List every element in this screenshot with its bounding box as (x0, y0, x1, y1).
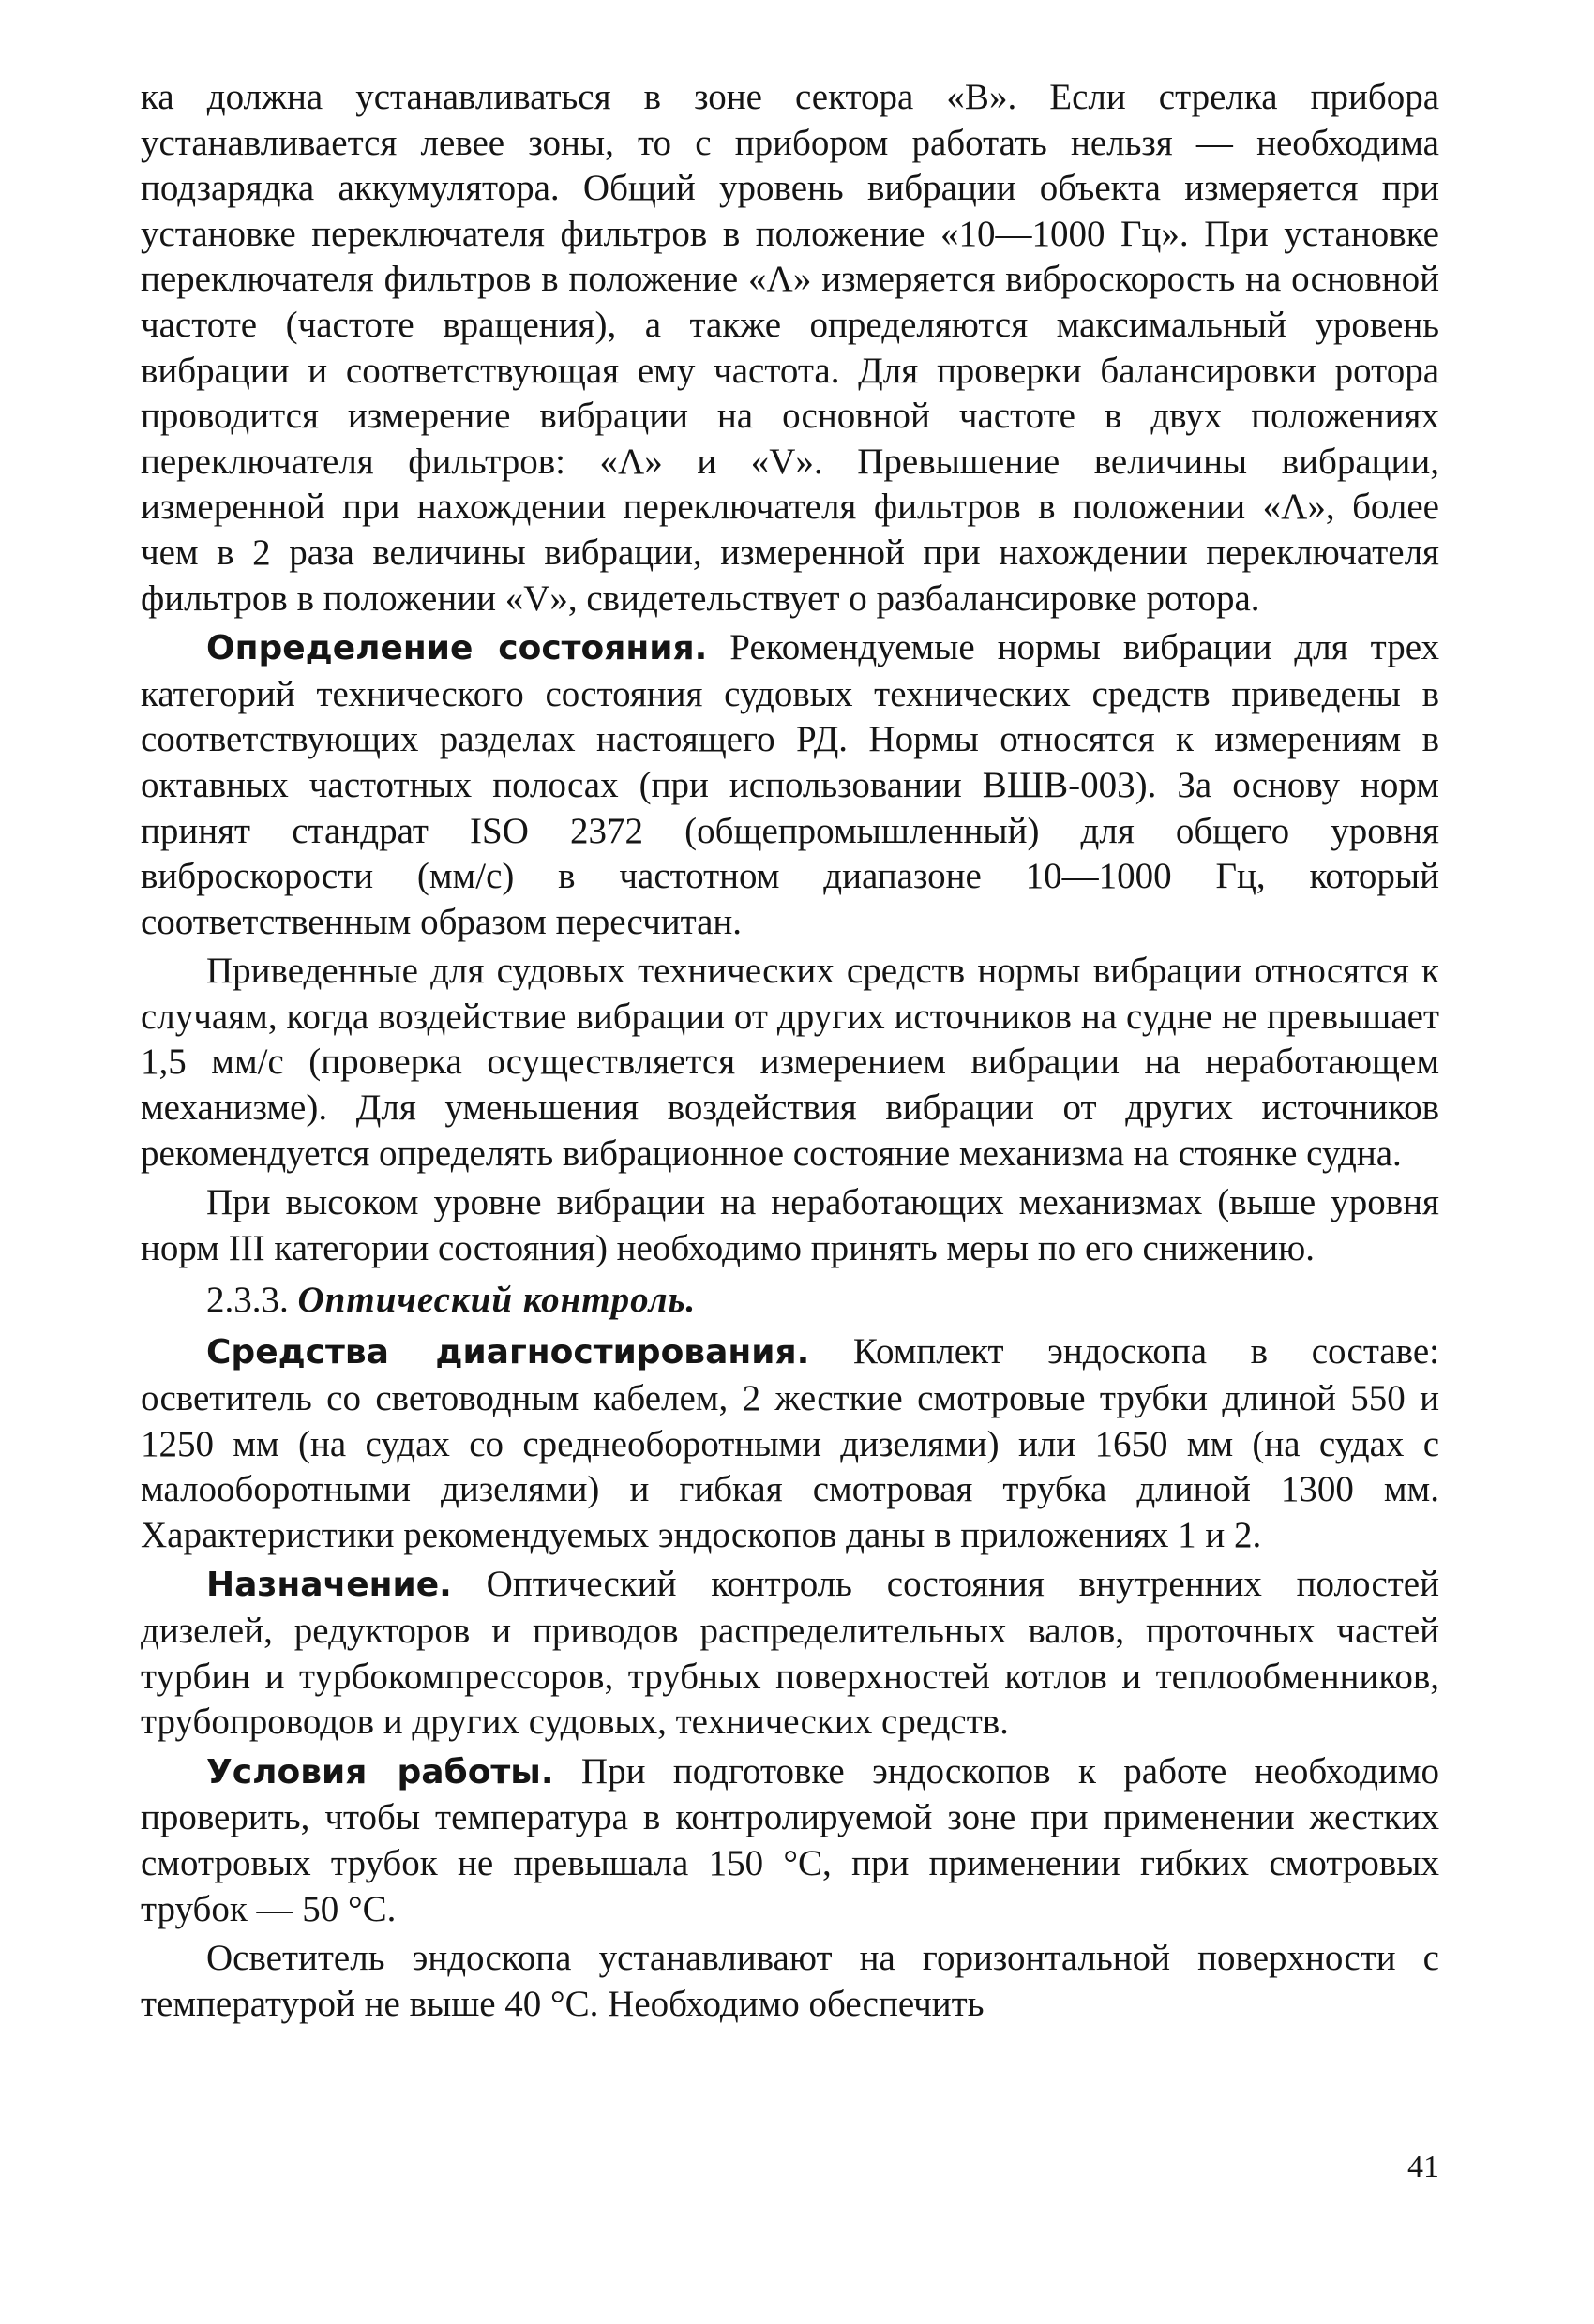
section-paragraph-1-text: Комплект эндоскопа в составе: осветитель со световодным кабелем, 2 жесткие смотровые трубки длиной 550 и 1250 мм (на судах со среднеоборотными дизелями) или 1650 мм (на судах с малооборотными дизелями) и гибкая смотровая трубка длиной 1300 мм. Характеристики рекомендуемых эндоскопов даны в приложениях 1 и 2. (141, 1331, 1439, 1555)
paragraph-2-text: Рекомендуемые нормы вибрации для трех категорий технического состояния судовых технических средств приведены в соответствующих разделах настоящего РД. Нормы относятся к измерениям в октавных частотных полосах (при использовании ВШВ-003). За основу норм принят стандрат ISO 2372 (общепромышленный) для общего уровня виброскорости (мм/с) в частотном диапазоне 10—1000 Гц, который соответственным образом пересчитан. (141, 627, 1439, 942)
section-paragraph-3-lead: Условия работы. (206, 1752, 554, 1792)
section-paragraph-4-text: Осветитель эндоскопа устанавливают на горизонтальной поверхности с температурой не выше 40 °С. Необходимо обеспечить (141, 1938, 1439, 2024)
paragraph-2-lead: Определение состояния. (206, 629, 708, 668)
document-page (141, 75, 1439, 2027)
page-number: 41 (1407, 2150, 1439, 2184)
paragraph-4 (141, 1180, 1439, 1271)
section-number: 2.3.3. (206, 1280, 289, 1321)
section-paragraph-1-lead: Средства диагностирования. (206, 1333, 810, 1372)
paragraph-3 (141, 949, 1439, 1177)
section-title: Оптический контроль. (297, 1280, 697, 1321)
section-heading (141, 1277, 1439, 1324)
section-paragraph-2 (141, 1562, 1439, 1745)
paragraph-1 (141, 75, 1439, 622)
section-paragraph-2-lead: Назначение. (206, 1566, 452, 1605)
section-paragraph-2-text: Оптический контроль состояния внутренних полостей дизелей, редукторов и приводов распределительных валов, проточных частей турбин и турбокомпрессоров, трубных поверхностей котлов и теплообменников, трубопроводов и других судовых, технических средств. (141, 1564, 1439, 1743)
paragraph-1-text: ка должна устанавливаться в зоне сектора «В». Если стрелка прибора устанавливается левее зоны, то с прибором работать нельзя — необходима подзарядка аккумулятора. Общий уровень вибрации объекта измеряется при установке переключателя фильтров в положение «10—1000 Гц». При установке переключателя фильтров в положение «Λ» измеряется виброскорость на основной частоте (частоте вращения), а также определяются максимальный уровень вибрации и соответствующая ему частота. Для проверки балансировки ротора проводится измерение вибрации на основной частоте в двух положениях переключателя фильтров: «Λ» и «V». Превышение величины вибрации, измеренной при нахождении переключателя фильтров в положении «Λ», более чем в 2 раза величины вибрации, измеренной при нахождении переключателя фильтров в положении «V», свидетельствует о разбалансировке ротора. (141, 77, 1439, 619)
paragraph-4-text: При высоком уровне вибрации на неработающих механизмах (выше уровня норм III категории состояния) необходимо принять меры по его снижению. (141, 1182, 1439, 1268)
section-paragraph-1 (141, 1329, 1439, 1558)
section-paragraph-4 (141, 1936, 1439, 2027)
section-paragraph-3-text: При подготовке эндоскопов к работе необходимо проверить, чтобы температура в контролируемой зоне при применении жестких смотровых трубок не превышала 150 °С, при применении гибких смотровых трубок — 50 °С. (141, 1750, 1439, 1929)
section-paragraph-3 (141, 1749, 1439, 1932)
paragraph-3-text: Приведенные для судовых технических средств нормы вибрации относятся к случаям, когда воздействие вибрации от других источников на судне не превышает 1,5 мм/с (проверка осуществляется измерением вибрации на неработающем механизме). Для уменьшения воздействия вибрации от других источников рекомендуется определять вибрационное состояние механизма на стоянке судна. (141, 951, 1439, 1174)
paragraph-2 (141, 625, 1439, 945)
